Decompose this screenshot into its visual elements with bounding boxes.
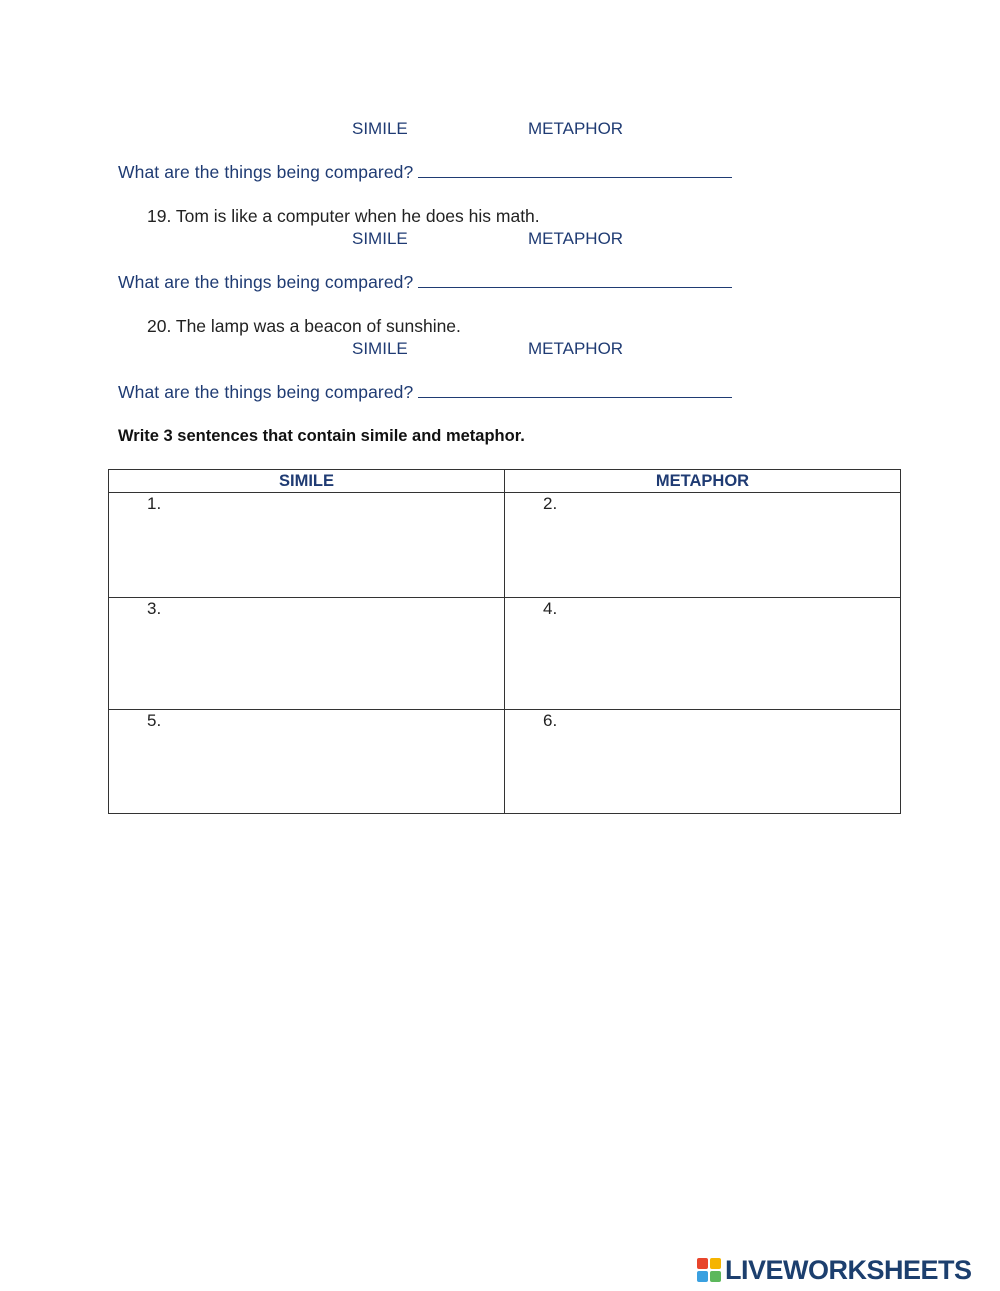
cell-number: 2. [543, 494, 558, 513]
instruction-heading: Write 3 sentences that contain simile and metaphor. [118, 427, 525, 445]
answer-cell-5[interactable] [109, 710, 505, 814]
option-metaphor-18[interactable]: METAPHOR [528, 119, 624, 138]
liveworksheets-logo-icon [697, 1258, 721, 1282]
compare-question-19 [118, 272, 732, 293]
logo-square-icon [710, 1258, 721, 1269]
compare-question-label: What are the things being compared? [118, 272, 414, 292]
cell-number: 1. [147, 494, 162, 513]
item-19-text: 19. Tom is like a computer when he does his math. [147, 206, 540, 226]
logo-square-icon [710, 1271, 721, 1282]
cell-number: 4. [543, 599, 558, 618]
logo-text: LIVEWORKSHEETS [725, 1254, 972, 1285]
option-simile-18[interactable]: SIMILE [352, 119, 408, 138]
option-simile-20[interactable]: SIMILE [352, 339, 408, 358]
table-row [109, 493, 901, 598]
item-20-text: 20. The lamp was a beacon of sunshine. [147, 316, 461, 336]
table-row [109, 598, 901, 710]
answer-blank-19[interactable] [418, 273, 732, 288]
table-row [109, 710, 901, 814]
compare-question-label: What are the things being compared? [118, 382, 414, 402]
compare-question-18 [118, 162, 732, 183]
option-simile-19[interactable]: SIMILE [352, 229, 408, 248]
liveworksheets-logo [697, 1255, 972, 1285]
answer-cell-4[interactable] [505, 598, 901, 710]
cell-number: 3. [147, 599, 162, 618]
answer-cell-3[interactable] [109, 598, 505, 710]
compare-question-label: What are the things being compared? [118, 162, 414, 182]
cell-number: 6. [543, 711, 558, 730]
logo-square-icon [697, 1258, 708, 1269]
option-metaphor-20[interactable]: METAPHOR [528, 339, 624, 358]
compare-question-20 [118, 382, 732, 403]
option-metaphor-19[interactable]: METAPHOR [528, 229, 624, 248]
answer-cell-6[interactable] [505, 710, 901, 814]
sentences-table [108, 469, 901, 814]
cell-number: 5. [147, 711, 162, 730]
answer-cell-2[interactable] [505, 493, 901, 598]
answer-cell-1[interactable] [109, 493, 505, 598]
answer-blank-18[interactable] [418, 163, 732, 178]
header-simile: SIMILE [109, 470, 505, 493]
logo-square-icon [697, 1271, 708, 1282]
table-header-row [109, 470, 901, 493]
answer-blank-20[interactable] [418, 383, 732, 398]
header-metaphor: METAPHOR [505, 470, 901, 493]
